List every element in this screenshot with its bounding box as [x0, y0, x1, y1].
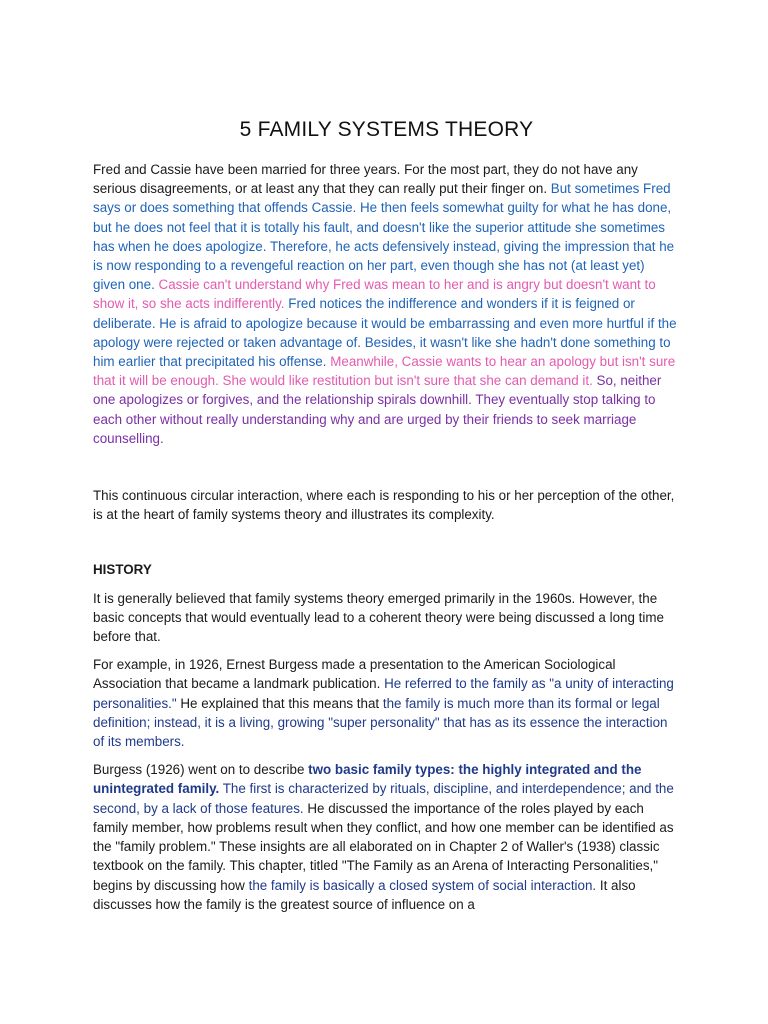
- spacer: [93, 751, 680, 760]
- history3-sentence-3: The first is characterized by rituals, discipline, and interdependence; and the second, by a lack of those features.: [93, 781, 674, 816]
- story-sentence-3: He then feels somewhat guilty for what he has done, but he does not feel that it is totally his fault, and doesn't like the superior attitude she sometimes has when he does apologize. Therefore, he acts defensively instead, giving the impression that he is now responding to a revengeful reaction on her part, even though she has not (at least yet) given one.: [93, 200, 675, 293]
- paragraph-history-2: [93, 655, 680, 751]
- story-sentence-6: Meanwhile, Cassie wants to hear an apology but isn't sure that it will be enough. She would like restitution but isn't sure that she can demand it.: [93, 354, 676, 389]
- paragraph-circular-interaction: This continuous circular interaction, where each is responding to his or her perception of the other, is at the heart of family systems theory and illustrates its complexity.: [93, 488, 675, 523]
- story-sentence-7: So, neither one apologizes or forgives, and the relationship spirals downhill. They eventually stop talking to each other without really understanding why and are urged by their friends to seek marriage counselling.: [93, 373, 662, 446]
- page-title: 5 FAMILY SYSTEMS THEORY: [239, 118, 534, 141]
- spacer: [93, 646, 680, 655]
- history2-sentence-3: He explained that this means that: [180, 695, 380, 711]
- paragraph-history-3: [93, 760, 680, 914]
- history3-sentence-6: It also discusses how the family is the greatest source of influence on a: [93, 877, 636, 912]
- paragraph-intro-story: [93, 160, 680, 448]
- history3-sentence-1: Burgess (1926) went on to describe: [93, 762, 305, 778]
- story-sentence-4: Cassie can't understand why Fred was mean to her and is angry but doesn't want to show it, so she acts indifferently.: [93, 277, 656, 312]
- history3-family-types: two basic family types: the highly integrated and the unintegrated family.: [93, 762, 642, 797]
- story-sentence-2: But sometimes Fred says or does something that offends Cassie.: [93, 181, 671, 216]
- section-heading-history: HISTORY: [93, 562, 152, 578]
- spacer: [93, 524, 680, 560]
- paragraph-history-1: It is generally believed that family systems theory emerged primarily in the 1960s. However, the basic concepts that would eventually lead to a coherent theory were being discussed a long time before that.: [93, 590, 664, 645]
- story-sentence-5: Fred notices the indifference and wonders if it is feigned or deliberate. He is afraid to apologize because it would be embarrassing and even more hurtful if the apology were rejected or taken advantage of. Besides, it wasn't like she hadn't done something to him earlier that precipitated his offense.: [93, 296, 677, 370]
- story-sentence-1: Fred and Cassie have been married for three years. For the most part, they do not have any serious disagreements, or at least any that they can really put their finger on.: [93, 162, 638, 197]
- history2-sentence-4: the family is much more than its formal or legal definition; instead, it is a living, growing "super personality" that has as its essence the interaction of its members.: [93, 695, 668, 750]
- history3-sentence-4: He discussed the importance of the roles played by each family member, how problems result when they conflict, and how one member can be identified as the "family problem." These insights are all elaborated on in Chapter 2 of Waller's (1938) classic textbook on the family. This chapter, titled "The Family as an Arena of Interacting Personalities," begins by discussing how: [93, 800, 674, 893]
- history2-sentence-1: For example, in 1926, Ernest Burgess made a presentation to the American Sociological Association that became a landmark publication.: [93, 657, 616, 692]
- history3-sentence-5: the family is basically a closed system of social interaction.: [248, 877, 597, 893]
- history2-sentence-2: He referred to the family as "a unity of interacting personalities.": [93, 676, 674, 711]
- spacer: [93, 448, 680, 486]
